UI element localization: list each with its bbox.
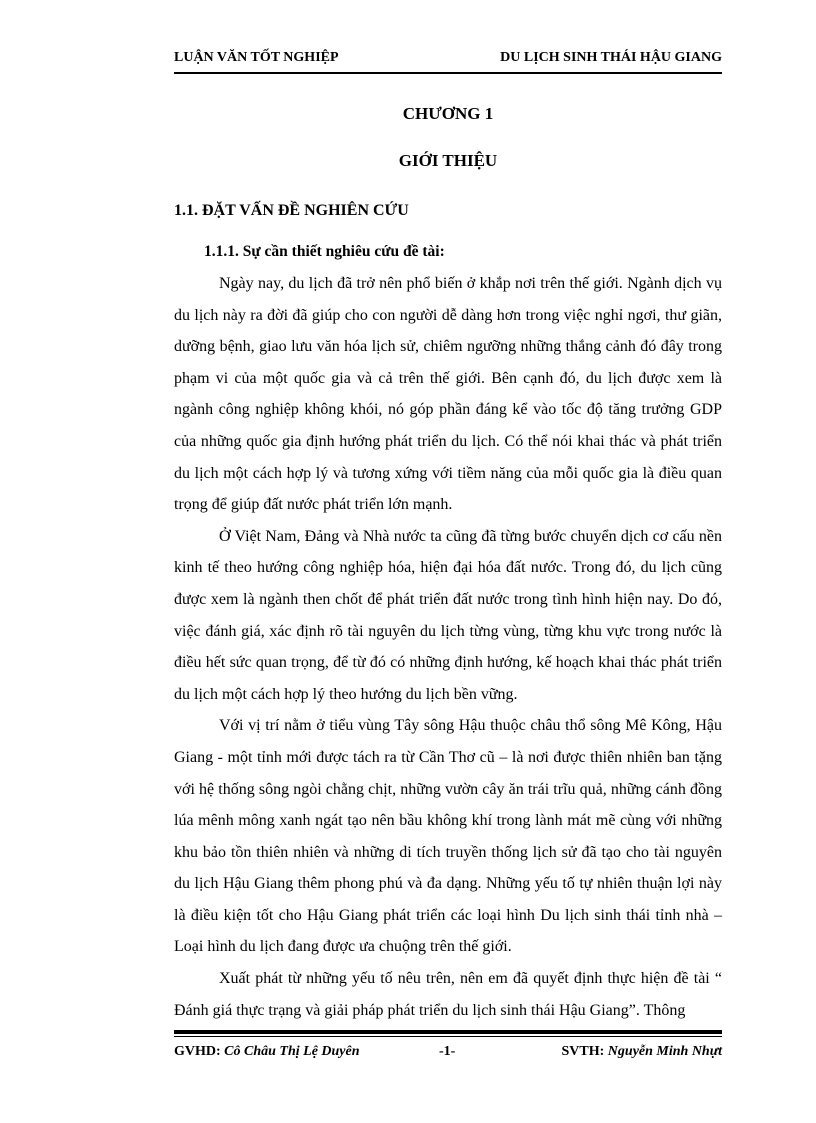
paragraph: Ở Việt Nam, Đảng và Nhà nước ta cũng đã từng bước chuyển dịch cơ cấu nền kinh tế theo hướng công nghiệp hóa, hiện đại hóa đất nước. Trong đó, du lịch cũng được xem là ngành then chốt để phát triển đất nước trong tình hình hiện nay. Do đó, việc đánh giá, xác định rõ tài nguyên du lịch từng vùng, từng khu vực trong nước là điều hết sức quan trọng, để từ đó có những định hướng, kế hoạch khai thác phát triển du lịch một cách hợp lý theo hướng du lịch bền vững. xyxy=(174,527,722,703)
header-topic-label: DU LỊCH SINH THÁI HẬU GIANG xyxy=(500,50,722,65)
chapter-title: GIỚI THIỆU xyxy=(398,151,498,170)
subsection-heading: 1.1.1. Sự cần thiết nghiêu cứu đề tài: xyxy=(204,243,445,260)
paragraph: Ngày nay, du lịch đã trở nên phổ biến ở khắp nơi trên thế giới. Ngành dịch vụ du lịch này ra đời đã giúp cho con người dễ dàng hơn trong việc nghỉ ngơi, thư giãn, dưỡng bệnh, giao lưu văn hóa lịch sử, chiêm ngưỡng những thắng cảnh đó đây trong phạm vi của một quốc gia và cả trên thế giới. Bên cạnh đó, du lịch được xem là ngành công nghiệp không khói, nó góp phần đáng kể vào tốc độ tăng trưởng GDP của những quốc gia định hướng phát triển du lịch. Có thể nói khai thác và phát triển du lịch một cách hợp lý và tương xứng với tiềm năng của mỗi quốc gia là điều quan trọng để giúp đất nước phát triển lớn mạnh. xyxy=(174,275,722,514)
footer-divider-thick xyxy=(174,1030,722,1034)
paragraph: Với vị trí nằm ở tiểu vùng Tây sông Hậu thuộc châu thổ sông Mê Kông, Hậu Giang - một tỉnh mới được tách ra từ Cần Thơ cũ – là nơi được thiên nhiên ban tặng với hệ thống sông ngòi chằng chịt, những vườn cây ăn trái trĩu quả, những cánh đồng lúa mênh mông xanh ngát tạo nên bầu không khí trong lành mát mẽ cùng với những khu bảo tồn thiên nhiên và những di tích truyền thống lịch sử đã tạo cho tài nguyên du lịch Hậu Giang thêm phong phú và đa dạng. Những yếu tố tự nhiên thuận lợi này là điều kiện tốt cho Hậu Giang phát triển các loại hình Du lịch sinh thái tỉnh nhà – Loại hình du lịch đang được ưa chuộng trên thế giới. xyxy=(174,717,722,956)
running-header xyxy=(174,50,722,70)
page-number: -1- xyxy=(439,1044,456,1059)
chapter-label: CHƯƠNG 1 xyxy=(402,104,494,123)
running-footer xyxy=(174,1044,722,1064)
student-label: SVTH: xyxy=(561,1044,605,1059)
advisor-name: Cô Châu Thị Lệ Duyên xyxy=(224,1044,360,1059)
footer-divider-thin xyxy=(174,1036,722,1037)
header-divider xyxy=(174,72,722,74)
header-thesis-label: LUẬN VĂN TỐT NGHIỆP xyxy=(174,50,339,65)
paragraph: Xuất phát từ những yếu tố nêu trên, nên em đã quyết định thực hiện đề tài “ Đánh giá thực trạng và giải pháp phát triển du lịch sinh thái Hậu Giang”. Thông xyxy=(174,970,722,1019)
student-name: Nguyễn Minh Nhựt xyxy=(607,1044,722,1059)
footer-advisor xyxy=(174,1044,360,1060)
advisor-label: GVHD: xyxy=(174,1044,221,1059)
section-heading: 1.1. ĐẶT VẤN ĐỀ NGHIÊN CỨU xyxy=(174,202,409,219)
footer-student xyxy=(562,1044,723,1060)
body-text xyxy=(174,268,722,1026)
